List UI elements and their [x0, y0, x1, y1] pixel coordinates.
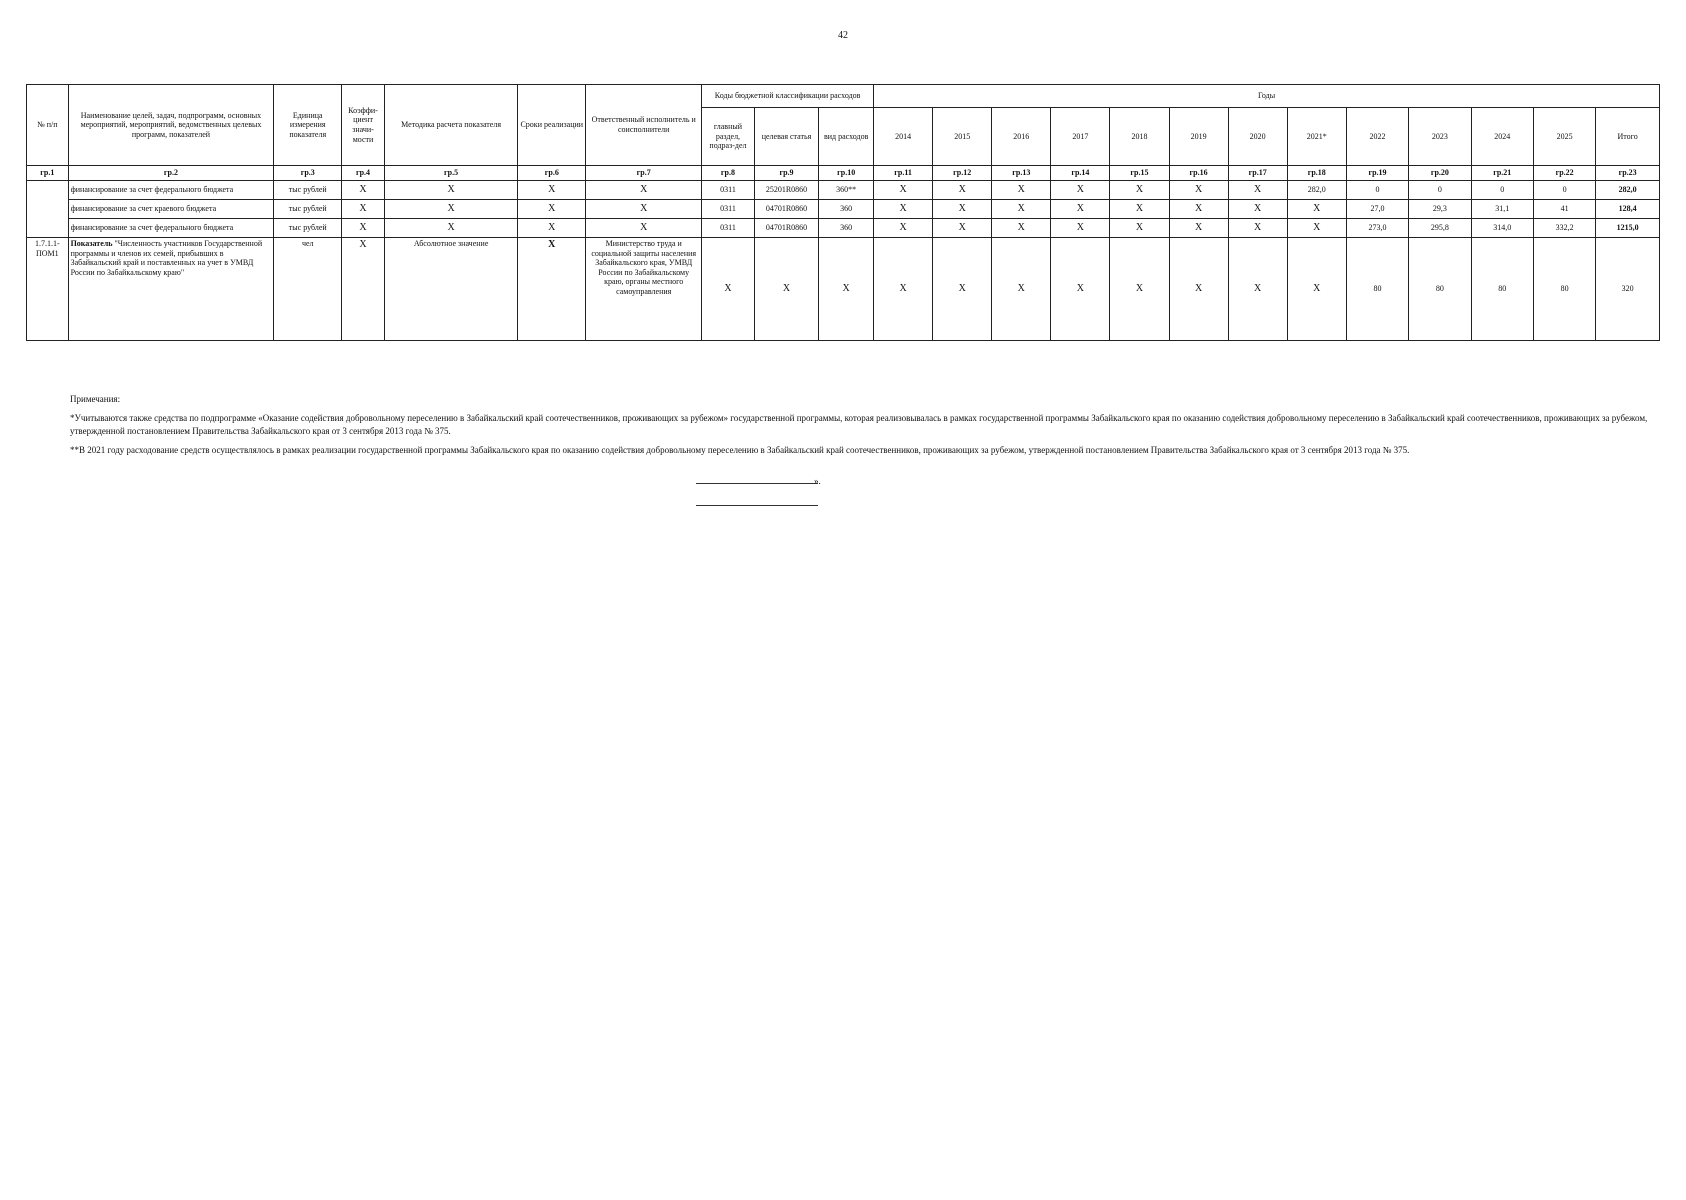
- row-year-value: X: [1051, 181, 1110, 200]
- row-year-value: 80: [1346, 238, 1408, 341]
- notes-section: [70, 393, 1650, 463]
- row-name-text: "Численность участников Государственной программы и членов их семей, прибывших в Забайкальский край и поставленных на учет в УМВД России по Забайкальскому краю": [70, 239, 263, 277]
- row-name: финансирование за счет краевого бюджета: [68, 200, 274, 219]
- row-terms: X: [518, 200, 586, 219]
- header-year: 2017: [1051, 108, 1110, 166]
- row-code-type: X: [819, 238, 874, 341]
- closing-line: [696, 483, 818, 484]
- row-year-value: X: [1169, 219, 1228, 238]
- row-code-target: 04701R0860: [754, 219, 819, 238]
- row-responsible: X: [586, 200, 702, 219]
- row-total: 320: [1596, 238, 1660, 341]
- row-year-value: X: [1287, 219, 1346, 238]
- notes-title: Примечания:: [70, 394, 121, 404]
- row-year-value: X: [1051, 200, 1110, 219]
- row-year-value: X: [992, 200, 1051, 219]
- row-year-value: X: [874, 200, 933, 219]
- row-year-value: X: [1169, 238, 1228, 341]
- row-year-value: X: [992, 238, 1051, 341]
- row-code-type: 360: [819, 219, 874, 238]
- row-year-value: X: [933, 200, 992, 219]
- row-year-value: X: [933, 238, 992, 341]
- group-number: гр.18: [1287, 166, 1346, 181]
- header-codes-group: Коды бюджетной классификации расходов: [702, 85, 874, 108]
- row-year-value: X: [1169, 200, 1228, 219]
- header-code-type: вид расходов: [819, 108, 874, 166]
- table-row: [27, 238, 1660, 341]
- row-unit: чел: [274, 238, 342, 341]
- row-coef: X: [342, 219, 385, 238]
- group-number: гр.4: [342, 166, 385, 181]
- row-year-value: X: [1228, 238, 1287, 341]
- header-responsible: Ответственный исполнитель и соисполнители: [586, 85, 702, 166]
- group-number: гр.16: [1169, 166, 1228, 181]
- row-year-value: 295,8: [1409, 219, 1471, 238]
- group-number: гр.22: [1533, 166, 1595, 181]
- row-code-type: 360**: [819, 181, 874, 200]
- group-number: гр.11: [874, 166, 933, 181]
- header-year: 2016: [992, 108, 1051, 166]
- row-year-value: X: [874, 238, 933, 341]
- row-code-target: X: [754, 238, 819, 341]
- row-year-value: X: [933, 181, 992, 200]
- row-year-value: X: [992, 181, 1051, 200]
- row-year-value: X: [874, 219, 933, 238]
- row-year-value: X: [874, 181, 933, 200]
- row-year-value: X: [1228, 219, 1287, 238]
- row-year-value: 80: [1471, 238, 1533, 341]
- row-year-value: X: [933, 219, 992, 238]
- header-coef: Коэффи-циент значи-мости: [342, 85, 385, 166]
- header-year: 2018: [1110, 108, 1169, 166]
- note-2: **В 2021 году расходование средств осуществлялось в рамках реализации государственной программы Забайкальского края по оказанию содействия добровольному переселению в Забайкальский край соотечественников, проживающих за рубежом, утвержденной постановлением Правительства Забайкальского края от 3 сентября 2013 года № 375.: [70, 445, 1410, 456]
- row-year-value: X: [1228, 200, 1287, 219]
- header-unit: Единица измерения показателя: [274, 85, 342, 166]
- header-year: 2022: [1346, 108, 1408, 166]
- row-code-target: 25201R0860: [754, 181, 819, 200]
- group-number: гр.12: [933, 166, 992, 181]
- row-year-value: X: [1110, 200, 1169, 219]
- group-number: гр.21: [1471, 166, 1533, 181]
- group-number: гр.20: [1409, 166, 1471, 181]
- row-year-value: 0: [1346, 181, 1408, 200]
- table-row: [27, 219, 1660, 238]
- header-years-group: Годы: [874, 85, 1660, 108]
- row-responsible: X: [586, 219, 702, 238]
- row-code-section: 0311: [702, 181, 755, 200]
- header-code-target: целевая статья: [754, 108, 819, 166]
- group-number: гр.10: [819, 166, 874, 181]
- row-name: [68, 238, 274, 341]
- row-total: 1215,0: [1596, 219, 1660, 238]
- group-number-row: [27, 166, 1660, 181]
- row-year-value: 282,0: [1287, 181, 1346, 200]
- row-name-bold: Показатель: [70, 239, 113, 248]
- row-year-value: 29,3: [1409, 200, 1471, 219]
- group-number: гр.3: [274, 166, 342, 181]
- row-method: X: [384, 200, 518, 219]
- row-year-value: X: [1287, 238, 1346, 341]
- closing-mark: ».: [814, 476, 821, 486]
- row-year-value: X: [1110, 238, 1169, 341]
- header-method: Методика расчета показателя: [384, 85, 518, 166]
- row-name: финансирование за счет федерального бюджета: [68, 181, 274, 200]
- header-year: 2020: [1228, 108, 1287, 166]
- row-responsible: Министерство труда и социальной защиты населения Забайкальского края, УМВД России по Забайкальскому краю, органы местного самоуправления: [586, 238, 702, 341]
- row-num: 1.7.1.1-ПОМ1: [27, 238, 69, 341]
- header-year: 2023: [1409, 108, 1471, 166]
- row-year-value: 332,2: [1533, 219, 1595, 238]
- row-year-value: X: [1051, 219, 1110, 238]
- row-unit: тыс рублей: [274, 181, 342, 200]
- group-number: гр.13: [992, 166, 1051, 181]
- row-coef: X: [342, 181, 385, 200]
- closing-line-2: [696, 505, 818, 506]
- group-number: гр.7: [586, 166, 702, 181]
- group-number: гр.15: [1110, 166, 1169, 181]
- row-method: X: [384, 181, 518, 200]
- group-number: гр.17: [1228, 166, 1287, 181]
- group-number: гр.19: [1346, 166, 1408, 181]
- group-number: гр.14: [1051, 166, 1110, 181]
- header-year: 2015: [933, 108, 992, 166]
- row-terms: X: [518, 238, 586, 341]
- row-code-section: 0311: [702, 200, 755, 219]
- header-row-1: [27, 85, 1660, 108]
- row-year-value: 0: [1409, 181, 1471, 200]
- note-1: *Учитываются также средства по подпрограмме «Оказание содействия добровольному переселению в Забайкальский край соотечественников, проживающих за рубежом» государственной программы, которая реализовывалась в рамках государственной программы Забайкальского края по оказанию содействия добровольному переселению в Забайкальский край соотечественников, проживающих за рубежом, утвержденной постановлением Правительства Забайкальского края от 3 сентября 2013 года № 375.: [70, 413, 1648, 437]
- header-total: Итого: [1596, 108, 1660, 166]
- row-year-value: 273,0: [1346, 219, 1408, 238]
- header-year: 2025: [1533, 108, 1595, 166]
- row-year-value: 41: [1533, 200, 1595, 219]
- row-year-value: 0: [1533, 181, 1595, 200]
- row-total: 282,0: [1596, 181, 1660, 200]
- row-code-section: 0311: [702, 219, 755, 238]
- row-year-value: X: [1110, 219, 1169, 238]
- group-number: гр.5: [384, 166, 518, 181]
- row-year-value: 314,0: [1471, 219, 1533, 238]
- row-coef: X: [342, 200, 385, 219]
- header-code-section: главный раздел, подраз-дел: [702, 108, 755, 166]
- row-method: Абсолютное значение: [384, 238, 518, 341]
- header-year: 2024: [1471, 108, 1533, 166]
- row-responsible: X: [586, 181, 702, 200]
- row-year-value: X: [1110, 181, 1169, 200]
- header-name: Наименование целей, задач, подпрограмм, основных мероприятий, мероприятий, ведомственных целевых программ, показателей: [68, 85, 274, 166]
- row-coef: X: [342, 238, 385, 341]
- row-name: финансирование за счет федерального бюджета: [68, 219, 274, 238]
- group-number: гр.9: [754, 166, 819, 181]
- group-number: гр.23: [1596, 166, 1660, 181]
- row-year-value: 27,0: [1346, 200, 1408, 219]
- row-code-target: 04701R0860: [754, 200, 819, 219]
- row-year-value: X: [1287, 200, 1346, 219]
- row-year-value: 31,1: [1471, 200, 1533, 219]
- header-terms: Сроки реализации: [518, 85, 586, 166]
- header-year: 2014: [874, 108, 933, 166]
- group-number: гр.1: [27, 166, 69, 181]
- group-number: гр.6: [518, 166, 586, 181]
- row-year-value: 0: [1471, 181, 1533, 200]
- table-row: [27, 181, 1660, 200]
- header-year: 2019: [1169, 108, 1228, 166]
- row-year-value: X: [992, 219, 1051, 238]
- row-terms: X: [518, 219, 586, 238]
- row-year-value: X: [1228, 181, 1287, 200]
- group-number: гр.2: [68, 166, 274, 181]
- indicators-table: [26, 84, 1660, 341]
- row-num-empty: [27, 181, 69, 238]
- row-year-value: X: [1051, 238, 1110, 341]
- row-code-section: X: [702, 238, 755, 341]
- row-unit: тыс рублей: [274, 219, 342, 238]
- row-code-type: 360: [819, 200, 874, 219]
- row-year-value: 80: [1409, 238, 1471, 341]
- page-number: 42: [838, 30, 848, 41]
- table-row: [27, 200, 1660, 219]
- row-year-value: X: [1169, 181, 1228, 200]
- header-year: 2021*: [1287, 108, 1346, 166]
- row-unit: тыс рублей: [274, 200, 342, 219]
- group-number: гр.8: [702, 166, 755, 181]
- row-method: X: [384, 219, 518, 238]
- header-num: № п/п: [27, 85, 69, 166]
- row-total: 128,4: [1596, 200, 1660, 219]
- row-terms: X: [518, 181, 586, 200]
- row-year-value: 80: [1533, 238, 1595, 341]
